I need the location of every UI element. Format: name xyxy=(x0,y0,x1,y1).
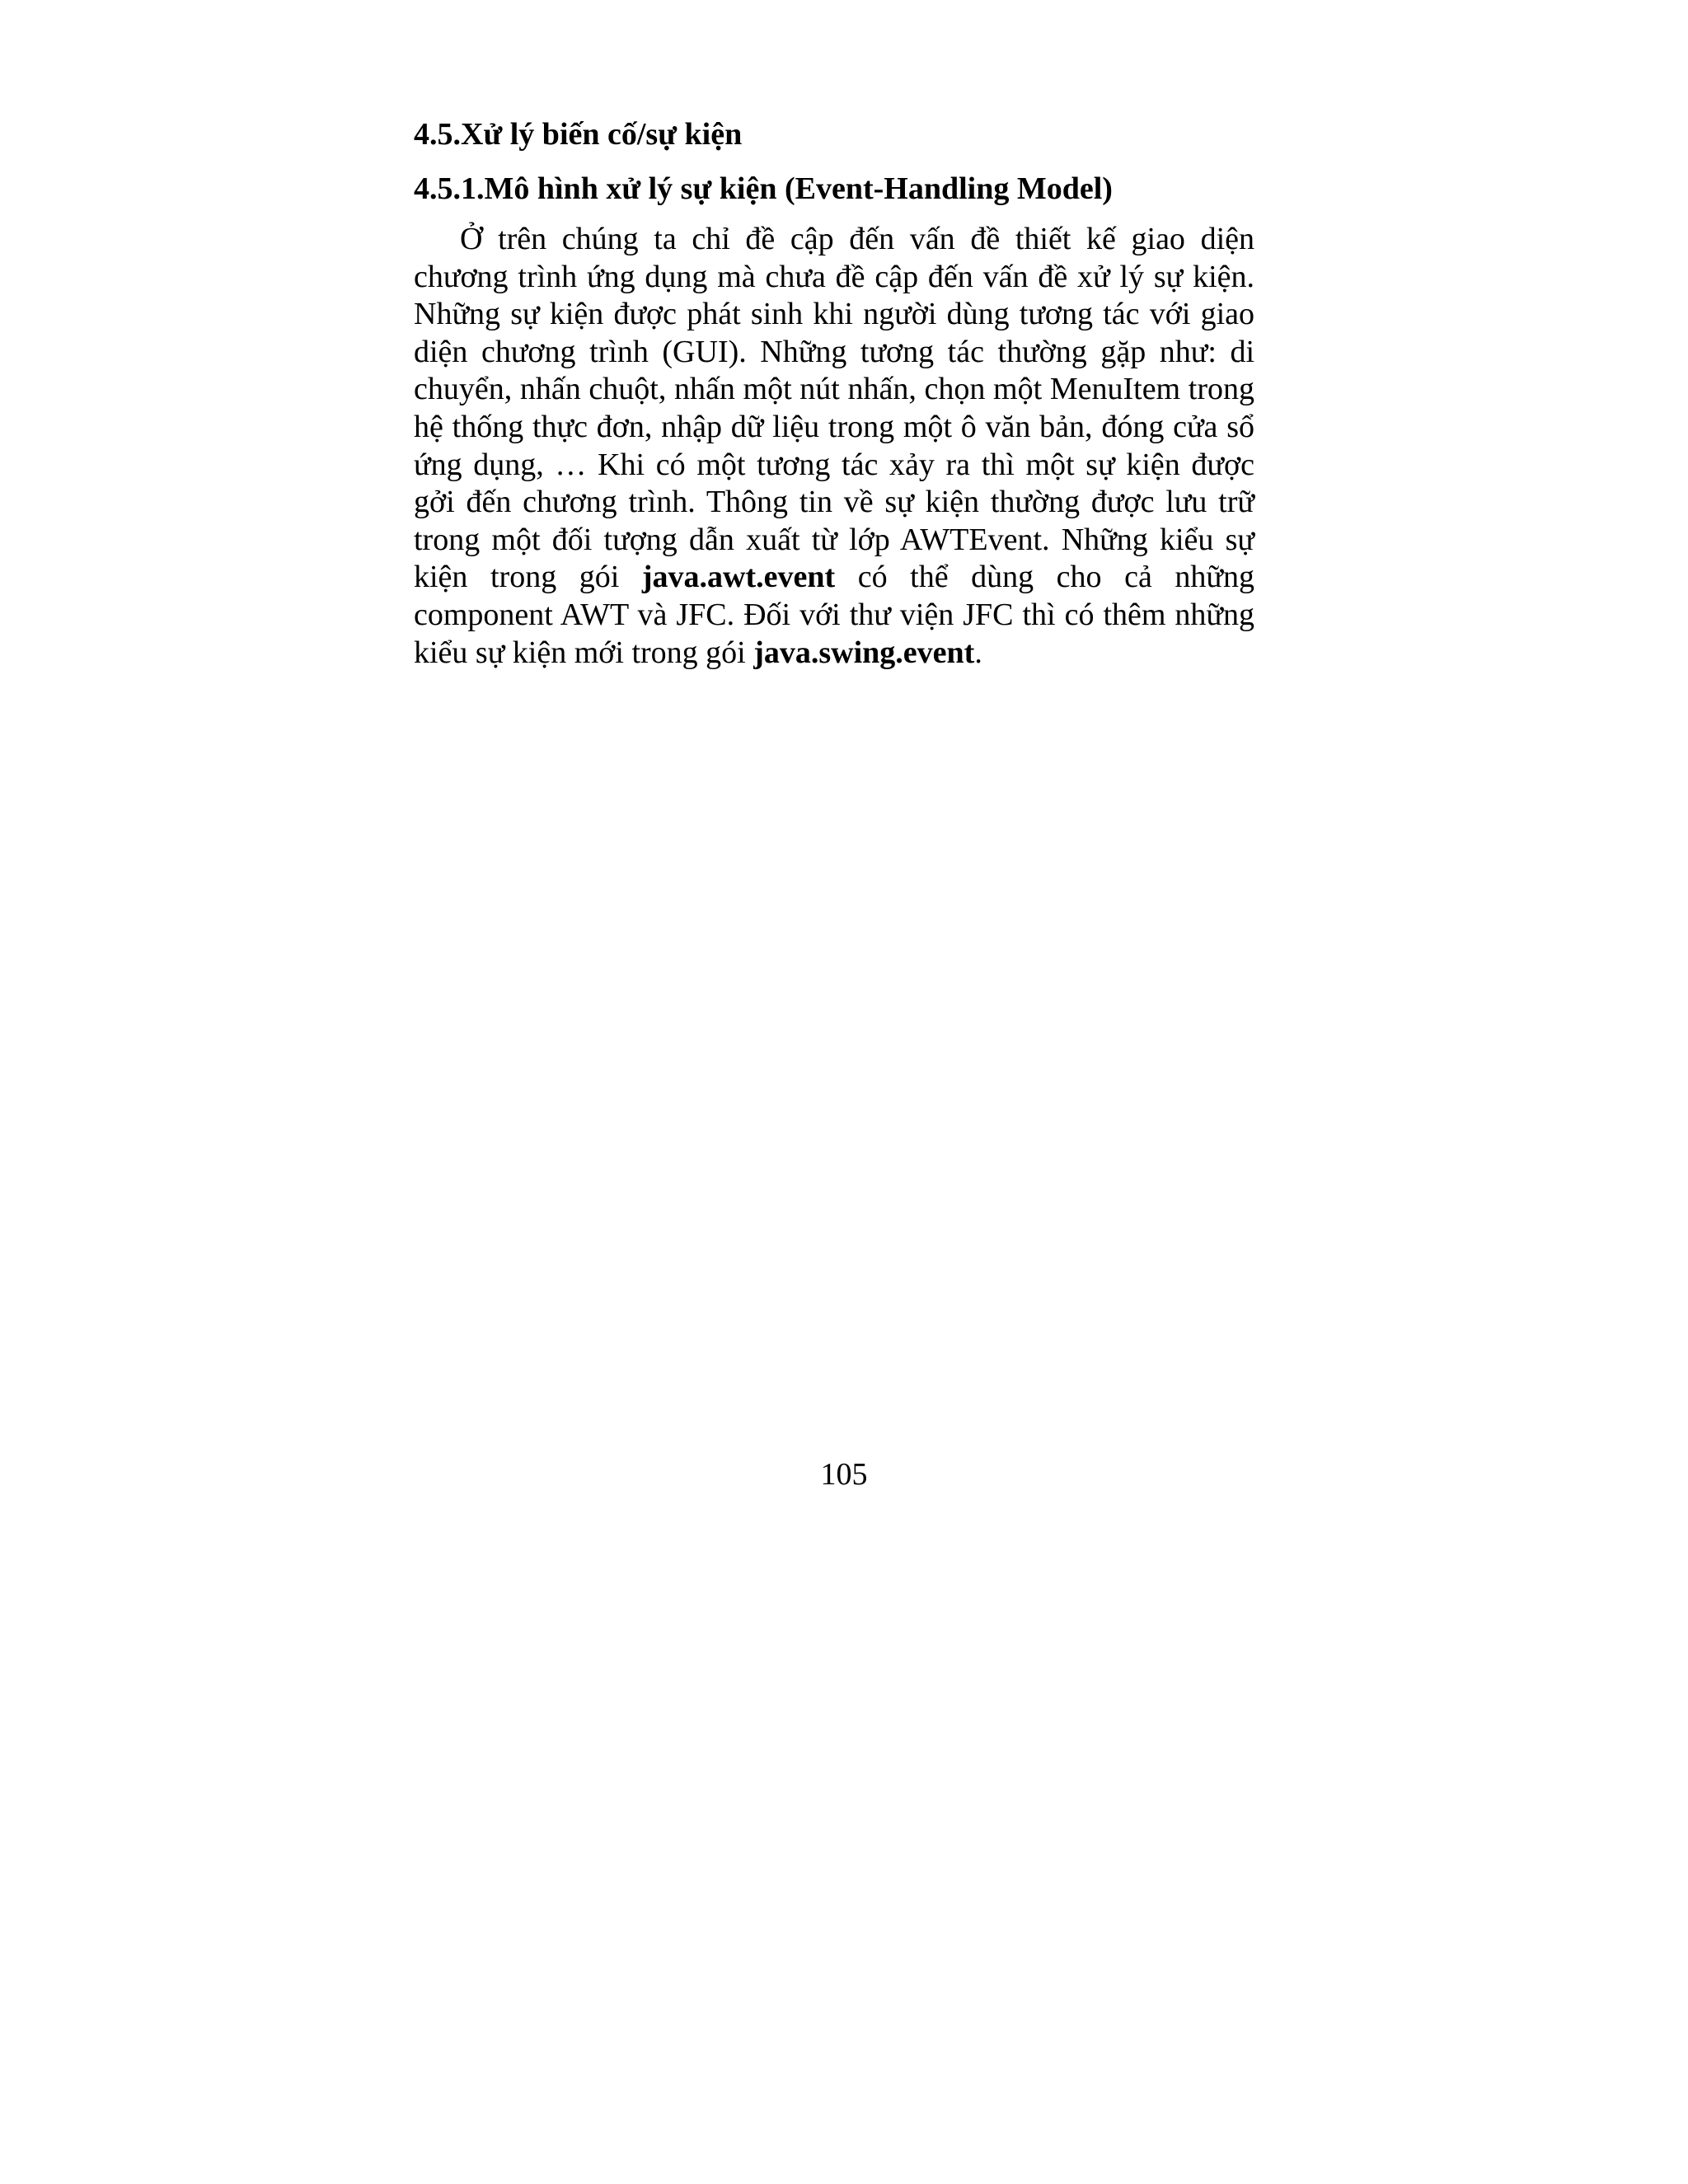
paragraph-text-part-3: . xyxy=(974,635,982,670)
paragraph-text-part-2: có thể dùng cho cả những component AWT và JFC. Đối với thư viện JFC thì có thêm những kiểu sự kiện mới trong gói xyxy=(414,560,1254,670)
body-paragraph xyxy=(414,221,1254,672)
section-heading: 4.5.Xử lý biến cố/sự kiện xyxy=(414,117,743,152)
paragraph-text-part-1: Ở trên chúng ta chỉ đề cập đến vấn đề thiết kế giao diện chương trình ứng dụng mà chưa đề cập đến vấn đề xử lý sự kiện. Những sự kiện được phát sinh khi người dùng tương tác với giao diện chương trình (GUI). Những tương tác thường gặp như: di chuyển, nhấn chuột, nhấn một nút nhấn, chọn một MenuItem trong hệ thống thực đơn, nhập dữ liệu trong một ô văn bản, đóng cửa sổ ứng dụng, … Khi có một tương tác xảy ra thì một sự kiện được gởi đến chương trình. Thông tin về sự kiện thường được lưu trữ trong một đối tượng dẫn xuất từ lớp AWTEvent. Những kiểu sự kiện trong gói xyxy=(414,222,1254,595)
subsection-heading: 4.5.1.Mô hình xử lý sự kiện (Event-Handling Model) xyxy=(414,171,1113,206)
page-content xyxy=(414,115,1254,672)
package-name-swing-event: java.swing.event xyxy=(753,635,975,670)
page-number: 105 xyxy=(820,1457,868,1492)
package-name-awt-event: java.awt.event xyxy=(641,560,836,595)
